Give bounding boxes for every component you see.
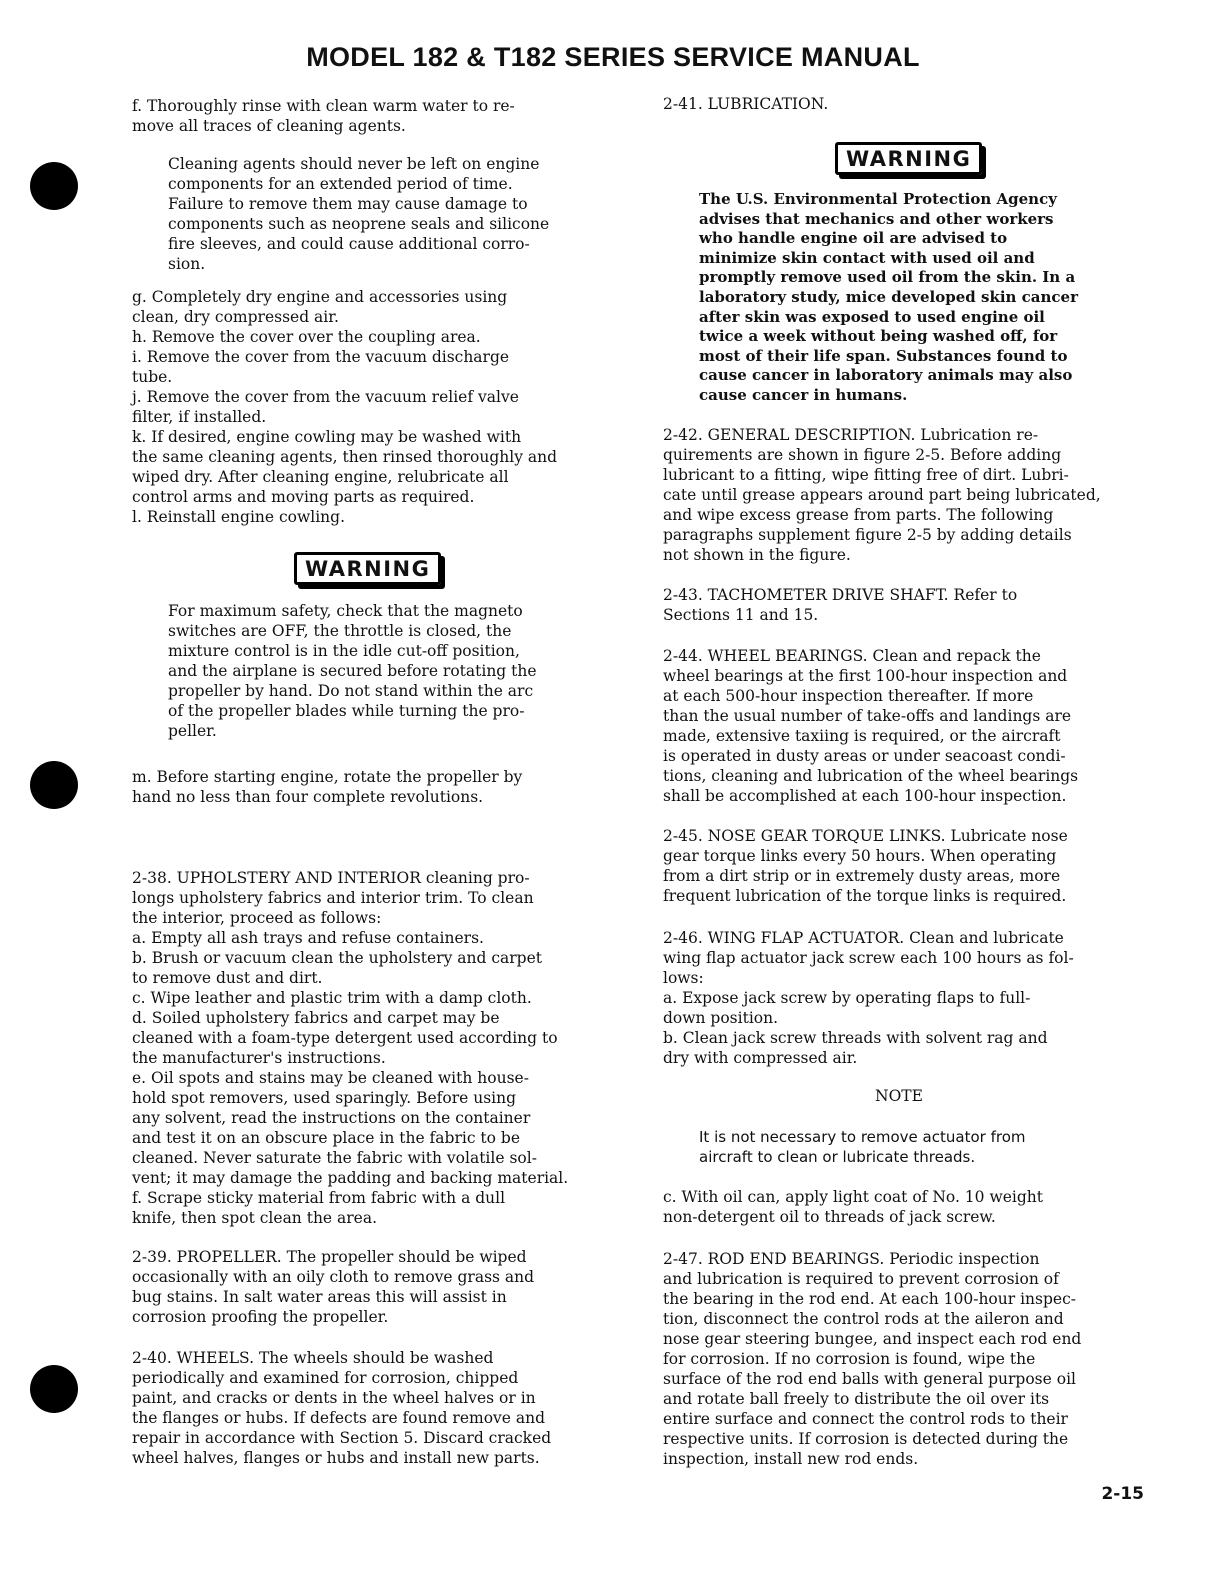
note-label: NOTE xyxy=(875,1087,923,1105)
section-2-47: 2-47. ROD END BEARINGS. Periodic inspection and lubrication is required to prevent corrosion of the bearing in the rod end. At each 100-hour inspec- tion, disconnect the control rods at the aileron and nose gear steering bungee, and inspect each rod end for corrosion. If no corrosion is found, wipe the surface of the rod end balls with general purpose oil and rotate ball freely to distribute the oil over its entire surface and connect the control rods to their respective units. If corrosion is detected during the inspection, install new rod ends. xyxy=(663,1250,1082,1468)
section-2-44: 2-44. WHEEL BEARINGS. Clean and repack the wheel bearings at the first 100-hour inspection and at each 500-hour inspection thereafter. If more than the usual number of take-offs and landings are made, extensive taxiing is required, or the aircraft is operated in dusty areas or under seacoast condi- tions, cleaning and lubrication of the wheel bearings shall be accomplished at each 100-hour inspection. xyxy=(663,647,1079,805)
item-f-rinse: f. Thoroughly rinse with clean warm water to re- move all traces of cleaning agents. xyxy=(132,97,515,135)
binder-hole xyxy=(30,761,78,809)
cleaning-caution: Cleaning agents should never be left on engine components for an extended period of time. Failure to remove them may cause damage to components such as neoprene seals and silicone fire sleeves, and could cause additional corro- sion. xyxy=(168,155,550,273)
binder-hole xyxy=(30,162,78,210)
section-2-42: 2-42. GENERAL DESCRIPTION. Lubrication re- quirements are shown in figure 2-5. Before adding lubricant to a fitting, wipe fitting free of dirt. Lubri- cate until grease appears around part being lubricated, and wipe excess grease from parts. The following paragraphs supplement figure 2-5 by adding details not shown in the figure. xyxy=(663,426,1101,564)
section-2-38: 2-38. UPHOLSTERY AND INTERIOR cleaning pro- longs upholstery fabrics and interior trim. To clean the interior, proceed as follows: a. Empty all ash trays and refuse containers. b. Brush or vacuum clean the upholstery and carpet to remove dust and dirt. c. Wipe leather and plastic trim with a damp cloth. d. Soiled upholstery fabrics and carpet may be cleaned with a foam-type detergent used according to the manufacturer's instructions. e. Oil spots and stains may be cleaned with house- hold spot removers, used sparingly. Before using any solvent, read the instructions on the container and test it on an obscure place in the fabric to be cleaned. Never saturate the fabric with volatile sol- vent; it may damage the padding and backing material. f. Scrape sticky material from fabric with a dull knife, then spot clean the area. xyxy=(132,869,569,1227)
item-m: m. Before starting engine, rotate the propeller by hand no less than four complete revolutions. xyxy=(132,768,523,806)
binder-hole xyxy=(30,1365,78,1413)
section-2-46: 2-46. WING FLAP ACTUATOR. Clean and lubricate wing flap actuator jack screw each 100 hours as fol- lows: a. Expose jack screw by operating flaps to full- down position. b. Clean jack screw threads with solvent rag and dry with compressed air. xyxy=(663,929,1074,1067)
section-2-41: 2-41. LUBRICATION. xyxy=(663,95,829,113)
note-text: It is not necessary to remove actuator from aircraft to clean or lubricate threads. xyxy=(699,1128,1026,1166)
item-c: c. With oil can, apply light coat of No. 10 weight non-detergent oil to threads of jack screw. xyxy=(663,1188,1043,1226)
page-title: MODEL 182 & T182 SERIES SERVICE MANUAL xyxy=(306,42,920,72)
items-g-to-l: g. Completely dry engine and accessories using clean, dry compressed air. h. Remove the cover over the coupling area. i. Remove the cover from the vacuum discharge tube. j. Remove the cover from the vacuum relief valve filter, if installed. k. If desired, engine cowling may be washed with the same cleaning agents, then rinsed thoroughly and wiped dry. After cleaning engine, relubricate all control arms and moving parts as required. l. Reinstall engine cowling. xyxy=(132,288,558,526)
epa-warning-text: The U.S. Environmental Protection Agency advises that mechanics and other workers who handle engine oil are advised to minimize skin contact with used oil and promptly remove used oil from the skin. In a laboratory study, mice developed skin cancer after skin was exposed to used engine oil twice a week without being washed off, for most of their life span. Substances found to cause cancer in laboratory animals may also cause cancer in humans. xyxy=(699,190,1079,404)
page-number: 2-15 xyxy=(1101,1484,1144,1504)
propeller-warning-text: For maximum safety, check that the magneto switches are OFF, the throttle is closed, the mixture control is in the idle cut-off position, and the airplane is secured before rotating the propeller by hand. Do not stand within the arc of the propeller blades while turning the pro- peller. xyxy=(168,602,537,740)
section-2-45: 2-45. NOSE GEAR TORQUE LINKS. Lubricate nose gear torque links every 50 hours. When operating from a dirt strip or in extremely dusty areas, more frequent lubrication of the torque links is required. xyxy=(663,827,1068,905)
warning-label: WARNING xyxy=(835,142,982,175)
section-2-39: 2-39. PROPELLER. The propeller should be wiped occasionally with an oily cloth to remove grass and bug stains. In salt water areas this will assist in corrosion proofing the propeller. xyxy=(132,1248,535,1326)
section-2-40: 2-40. WHEELS. The wheels should be washed periodically and examined for corrosion, chipped paint, and cracks or dents in the wheel halves or in the flanges or hubs. If defects are found remove and repair in accordance with Section 5. Discard cracked wheel halves, flanges or hubs and install new parts. xyxy=(132,1349,552,1467)
section-2-43: 2-43. TACHOMETER DRIVE SHAFT. Refer to Sections 11 and 15. xyxy=(663,586,1018,624)
warning-label: WARNING xyxy=(294,552,441,585)
